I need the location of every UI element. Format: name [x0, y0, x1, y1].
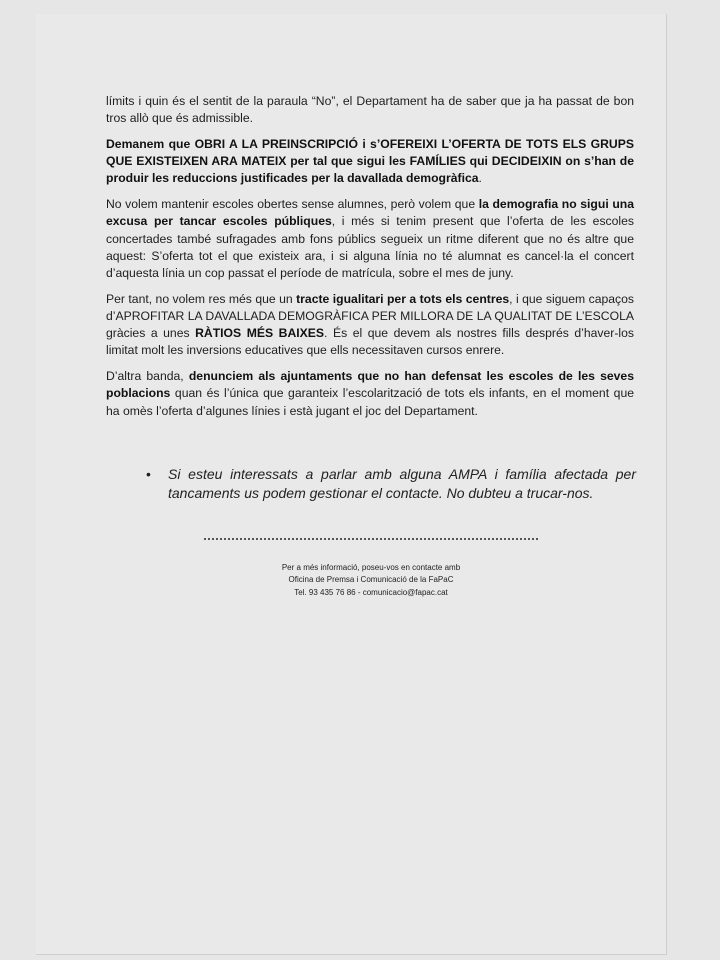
paragraph — [106, 291, 634, 360]
text: límits i quin és el sentit de la paraula “No”, el Departament ha de saber que ja ha passat de bon tros allò que és admissible. — [106, 94, 634, 126]
paragraph — [106, 368, 634, 420]
footer-line-info: Per a més informació, poseu-vos en contacte amb — [281, 563, 461, 572]
document-page — [36, 14, 667, 955]
bold-text: RÀTIOS MÉS BAIXES — [195, 326, 325, 341]
dotted-divider — [204, 538, 538, 540]
paragraph — [106, 93, 634, 127]
text: , i que siguem capaços d’APROFITAR LA DAVALLADA DEMOGRÀFICA PER MILLORA DE LA QUALITAT DE L’ESCOLA gràcies a unes — [106, 291, 635, 341]
text: , i més si tenim present que l’oferta de les escoles concertades també sufragades amb fons públics segueix un ritme diferent que no és altre que aquest: S’oferta tot el que existeix ara, i si alguna línia no té alumnat es cancel·la el concert d’aquesta línia un cop passat el període de matrícula, sobre el mes de juny. — [106, 214, 635, 281]
footer-line-phone-email: Tel. 93 435 76 86 - comunicacio@fapac.cat — [294, 587, 448, 597]
bold-text: la demografia no sigui una excusa per tancar escoles públiques — [106, 197, 634, 229]
document-body — [106, 93, 634, 428]
bold-text: tracte igualitari per a tots els centres — [296, 291, 510, 306]
text: No volem mantenir escoles obertes sense alumnes, però volem que — [106, 197, 479, 212]
text: . És el que devem als nostres fills després d’haver-los limitat molt les inversions educatives que ells necessitaven cursos enrere. — [106, 326, 634, 358]
footer-contact — [204, 562, 538, 599]
bullet-icon: • — [146, 466, 151, 482]
paragraph — [106, 196, 634, 282]
footer-line-office: Oficina de Premsa i Comunicació de la FaPaC — [288, 575, 454, 585]
bold-text: Demanem que OBRI A LA PREINSCRIPCIÓ i s’OFEREIXI L’OFERTA DE TOTS ELS GRUPS QUE EXISTEIXEN ARA MATEIX per tal que sigui les FAMÍLIES qui DECIDEIXIN on s’han de produir les reduccions justificades per la davallada demogràfica — [106, 137, 634, 186]
text: quan és l’única que garanteix l’escolarització de tots els infants, en el moment que ha omès l’oferta d’algunes línies i està jugant el joc del Departament. — [106, 386, 634, 418]
text: . — [478, 171, 482, 186]
paragraph — [106, 136, 634, 188]
text: D’altra banda, — [106, 369, 189, 384]
contact-bullet — [146, 465, 636, 503]
text: Per tant, no volem res més que un — [106, 291, 297, 306]
bold-text: denunciem als ajuntaments que no han defensat les escoles de les seves poblacions — [106, 369, 634, 401]
bullet-text: Si esteu interessats a parlar amb alguna AMPA i família afectada per tancaments us podem gestionar el contacte. No dubteu a trucar-nos. — [168, 466, 636, 501]
